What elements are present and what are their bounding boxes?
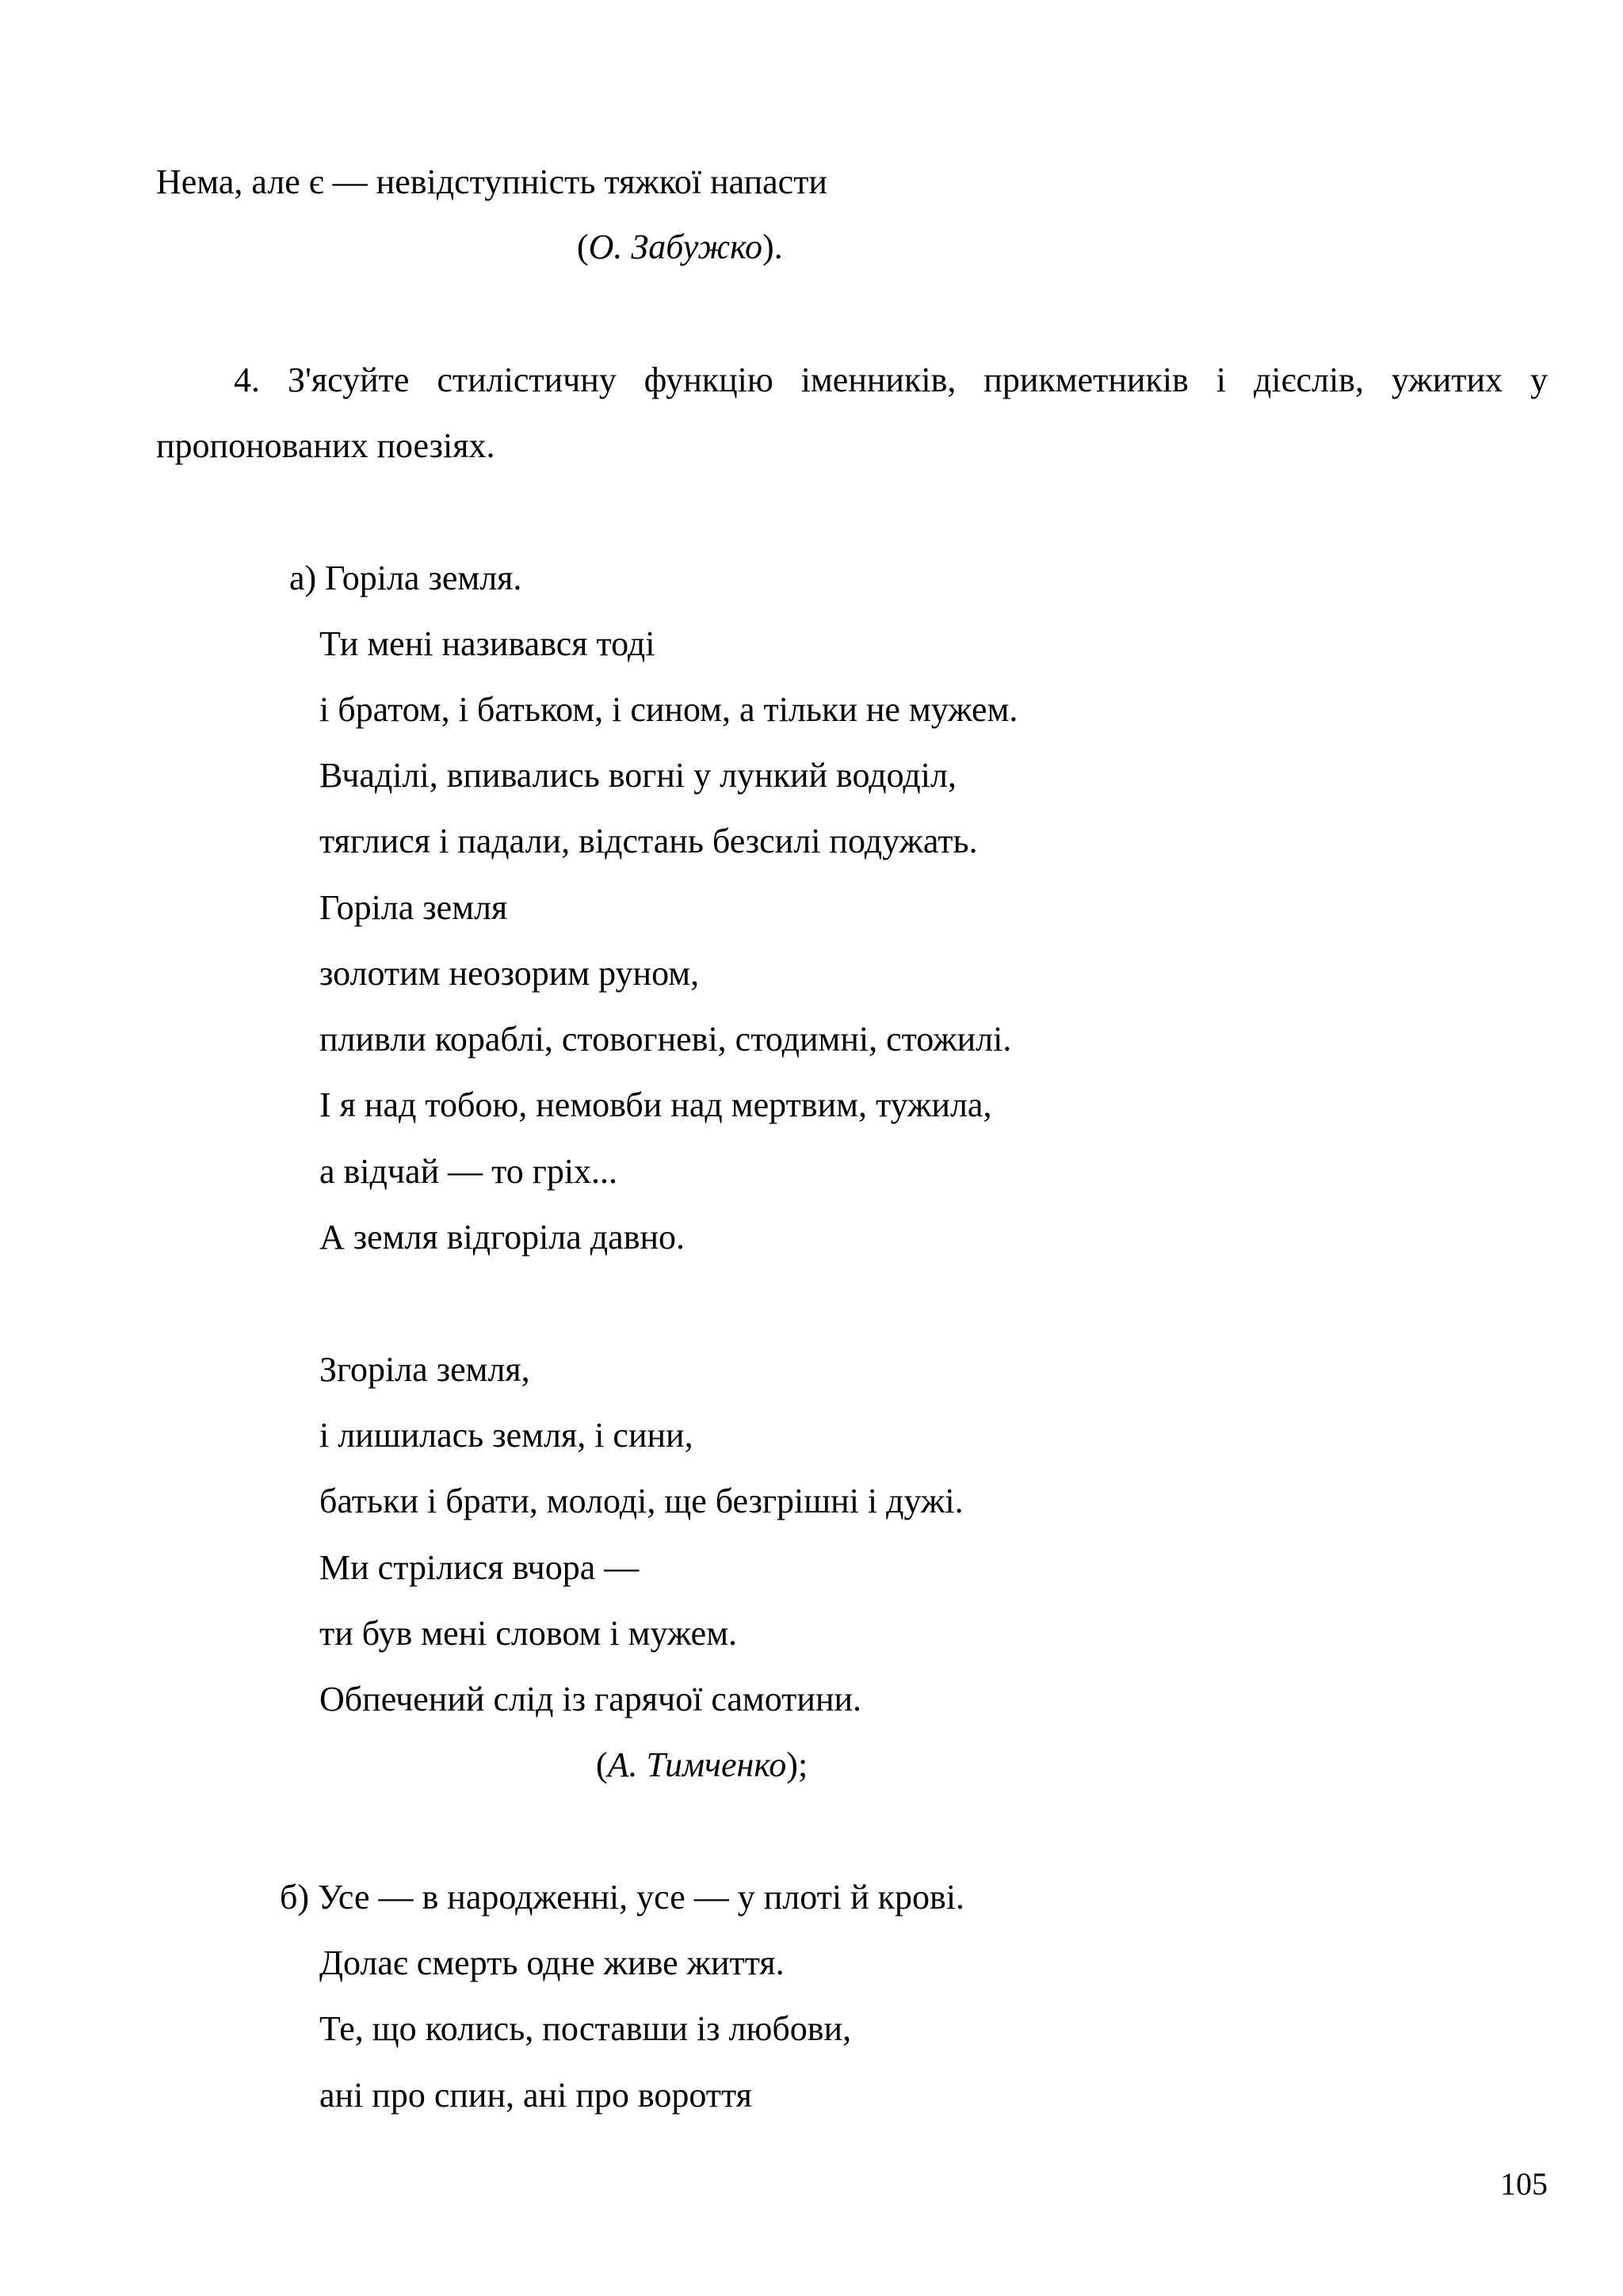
poem-b-label: б) Усе — в народженні, усе — у плоті й крові. [280, 1878, 965, 1917]
attribution-zabuzhko: (О. Забужко). [577, 227, 783, 266]
poem-b-line: Долає смерть одне живе життя. [319, 1943, 785, 1982]
attribution-author: О. Забужко [588, 227, 763, 266]
poem-a-line: ти був мені словом і мужем. [319, 1614, 738, 1653]
poem-b-line: ані про спин, ані про вороття [319, 2076, 752, 2115]
poem-a-line: І я над тобою, немовби над мертвим, тужила, [319, 1085, 992, 1124]
poem-a-line: і братом, і батьком, і сином, а тільки не мужем. [319, 690, 1018, 729]
poem-a-line: Обпечений слід із гарячої самотини. [319, 1680, 862, 1718]
poem-a-line: тяглися і падали, відстань безсилі подужать. [319, 822, 978, 860]
poem-a-line: пливли кораблі, стовогневі, стодимні, стожилі. [319, 1020, 1012, 1058]
poem-b-line: Те, що колись, поставши із любови, [319, 2009, 852, 2048]
poem-a-line: а відчай — то гріх... [319, 1152, 618, 1191]
poem-a-line: батьки і брати, молоді, ще безгрішні і дужі. [319, 1482, 964, 1520]
page-number: 105 [1500, 2166, 1548, 2202]
poem-a-line: Ми стрілися вчора — [319, 1548, 640, 1587]
poem-a-label: а) Горіла земля. [289, 559, 522, 597]
poem-a-line: Ти мені називався тоді [319, 624, 655, 663]
poem-a-line: Згоріла земля, [319, 1350, 530, 1389]
task-line-1: 4. З'ясуйте стилістичну функцію іменників, прикметників і дієслів, ужитих у [234, 360, 1548, 399]
poem-a-line: Вчаділі, впивались вогні у лункий вододіл, [319, 756, 957, 795]
poem-tail-line: Нема, але є — невідступність тяжкої напасти [156, 162, 827, 201]
poem-a-line: А земля відгоріла давно. [319, 1218, 685, 1257]
poem-a-line: золотим неозорим руном, [319, 954, 700, 993]
poem-a-line: і лишилась земля, і сини, [319, 1416, 693, 1455]
attribution-tymchenko: (А. Тимченко); [596, 1745, 808, 1784]
task-line-2: пропонованих поезіях. [156, 426, 495, 465]
poem-a-line: Горіла земля [319, 888, 508, 927]
attribution-author: А. Тимченко [607, 1745, 787, 1784]
